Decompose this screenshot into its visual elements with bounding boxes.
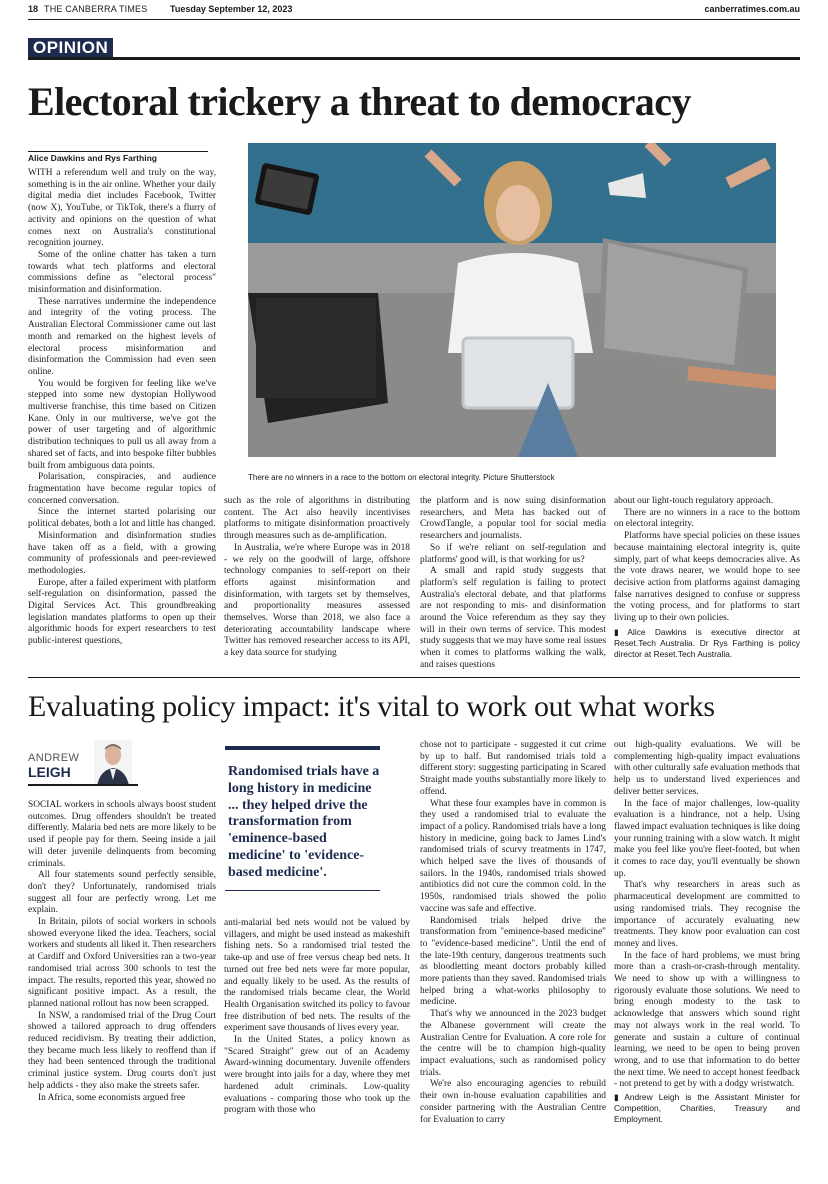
paragraph: Europe, after a failed experiment with platform self-regulation on disinformation, passed the Digital Services Act. This groundbreaking legislation mandates platforms to open up their algorithmic hoods for expert researchers to test public-interest questions, — [28, 577, 216, 647]
publication-name: THE CANBERRA TIMES — [44, 4, 148, 14]
article2-bio: ▮ Andrew Leigh is the Assistant Minister for Competition, Charities, Treasury and Employment. — [614, 1092, 800, 1125]
article2-col2 — [224, 918, 410, 1117]
article1-col4 — [614, 496, 800, 660]
author-photo — [94, 740, 132, 786]
section-rule — [28, 57, 800, 60]
paragraph: Misinformation and disinformation studies have taken off as a field, with a growing community of professionals and peer-reviewed methodologies. — [28, 530, 216, 576]
paragraph: In Britain, pilots of social workers in schools showed everyone liked the idea. Teachers, social workers and students all liked it. Then researchers at Cardiff and Oxford Universities ran a two-year randomised trial across 300 schools to test the impact. The results, reported this year, showed no significant positive impact. As a result, the planned national rollout has now been scrapped. — [28, 917, 216, 1009]
paragraph: Since the internet started polarising our political debates, both a lot and little has changed. — [28, 507, 216, 530]
issue-date: Tuesday September 12, 2023 — [170, 4, 293, 14]
section-badge: OPINION — [28, 38, 113, 57]
paragraph: about our light-touch regulatory approach. — [614, 496, 774, 506]
paragraph: A small and rapid study suggests that platform's self regulation is failing to protect Australia's electoral debate, and that platforms are not responding to mis- and disinformation around the Voice referendum as they say they will in their own terms of service. This modest study suggests that we may have some real issues when it comes to platforms walking the walk, and raises questions — [420, 566, 606, 670]
paragraph: In the face of major challenges, low-quality evaluation is a hindrance, not a help. Using flawed impact evaluation techniques is like doing your running training with a slow watch. It might make you feel like you're fleet-footed, but when it comes to race day, you'll eventually be shown up. — [614, 798, 800, 879]
author-first-name: ANDREW — [28, 752, 80, 764]
paragraph: That's why researchers in areas such as pharmaceutical development are committed to using randomised trials. They recognise the importance of accurately evaluating new treatments. They know poor evaluation can cost money and lives. — [614, 880, 800, 949]
paragraph: Polarisation, conspiracies, and audience fragmentation have become regular topics of concerned conversation. — [28, 472, 216, 506]
paragraph: What these four examples have in common is they used a randomised trial to evaluate the impact of a policy. Randomised trials have a long history in medicine, going back to James Lind's randomised trials of scurvy treatments in 1747, which helped save the lives of thousands of sailors. In the 1940s, randomised trials showed antibiotics did not cure the common cold. In the 1950s, randomised trials showed the polio vaccine was safe and effective. — [420, 798, 606, 914]
author-rule — [28, 784, 138, 786]
paragraph: You would be forgiven for feeling like we've stepped into some new dystopian Hollywood multiverse franchise, this time based on Citizen Kane. Only in our multiverse, we've got the power of user targeting and of algorithmic distribution techniques to pull us all away from a shared set of facts, and into bespoke filter bubbles built from ambiguous data points. — [28, 378, 216, 471]
paragraph: We're also encouraging agencies to rebuild their own in-house evaluation capabilities and consider partnering with the Australian Centre for Evaluation to carry — [420, 1079, 606, 1125]
article1-bio: ▮ Alice Dawkins is executive director at Reset.Tech Australia. Dr Rys Farthing is policy director at Reset.Tech Australia. — [614, 626, 800, 659]
author-headshot — [94, 740, 132, 786]
paragraph: such as the role of algorithms in distributing content. The Act also heavily incentivises platforms to mitigate disinformation proactively through measures such as de-amplification. — [224, 496, 410, 542]
paragraph: out high-quality evaluations. We will be complementing high-quality impact evaluations with other culturally safe evaluation methods that help us to understand lived experiences and deliver better services. — [614, 740, 800, 797]
article2-col3 — [420, 740, 606, 1126]
article1-photo — [248, 143, 776, 457]
paragraph: In the United States, a policy known as "Scared Straight" grew out of an Academy Award-winning documentary. Juvenile offenders were brought into jails for a day, where they met hardened adult criminals. Low-quality evaluations - comparing those who took up the program with those who — [224, 1035, 410, 1116]
article2-col4 — [614, 740, 800, 1125]
paragraph: Some of the online chatter has taken a turn towards what tech platforms and electoral commissions define as "electoral process" misinformation and disinformation. — [28, 249, 216, 296]
article1-byline: Alice Dawkins and Rys Farthing — [28, 151, 208, 163]
photo-illustration — [248, 143, 776, 457]
paragraph: In Australia, we're where Europe was in 2018 - we rely on the goodwill of large, offshore technology companies to self-report on their efforts against misinformation and disinformation, with targets set by themselves, and proportionality measures assessed themselves. Worse than 2018, we also face a deteriorating accountability landscape where Twitter has removed researcher access to its API, a key data source for studying — [224, 542, 410, 659]
article2-col1 — [28, 800, 216, 1104]
paragraph: chose not to participate - suggested it cut crime by up to half. But randomised trials told a different story: suggesting participating in Scared Straight made youths substantially more likely to offend. — [420, 740, 606, 797]
paragraph: In NSW, a randomised trial of the Drug Court showed a tailored approach to drug offenders reduced recidivism. By treating their addiction, they became much less likely to reoffend than if they had been sentenced through the traditional criminal justice system. Drug courts don't just help addicts - they also make the streets safer. — [28, 1010, 216, 1091]
page-number: 18 — [28, 4, 39, 14]
masthead — [28, 4, 800, 18]
article1-col1 — [28, 168, 216, 648]
paragraph: So if we're reliant on self-regulation and platforms' good will, is that working for us? — [420, 542, 606, 565]
paragraph: These narratives undermine the independence and integrity of the voting process. The Australian Electoral Commissioner came out last month and remarked on the highest levels of electoral process misinformation and disinformation the Commission had even seen online. — [28, 296, 216, 377]
paragraph: the platform and is now suing disinformation researchers, and Meta has backed out of CrowdTangle, a popular tool for social media researchers and journalists. — [420, 496, 606, 542]
site-url: canberratimes.com.au — [704, 4, 800, 14]
paragraph: SOCIAL workers in schools always boost student outcomes. Drug offenders shouldn't be treated differently. Malaria bed nets are more likely to be used if people pay for them. Seeing inside a jail will deter juvenile delinquents from becoming criminals. — [28, 800, 216, 869]
article1-headline: Electoral trickery a threat to democracy — [28, 79, 691, 124]
paragraph: That's why we announced in the 2023 budget the Albanese government will create the Australian Centre for Evaluation. A core role for the centre will be to champion high-quality impact evaluations, such as randomised policy trials. — [420, 1009, 606, 1078]
paragraph: In the face of hard problems, we must bring more than a crash-or-crash-through mentality. We need to show up with a willingness to rigorously evaluate those solutions. We need to bring enough modesty to the task to acknowledge that answers which sound right may not always work in the real world. To generate and sustain a culture of continual learning, we need to be open to being proven wrong, and to use that information to do better the next time. We need to accept honest feedback - not pretend to get by with a dodgy wristwatch. — [614, 950, 800, 1090]
paragraph: In Africa, some economists argued free — [38, 1092, 186, 1103]
pull-quote — [225, 746, 380, 891]
article2-headline: Evaluating policy impact: it's vital to work out what works — [28, 690, 715, 723]
article-divider — [28, 677, 800, 678]
article1-col3 — [420, 496, 606, 672]
article1-col2 — [224, 496, 410, 660]
pull-quote-text: Randomised trials have a long history in medicine ... they helped drive the transformation from 'eminence-based medicine' to 'evidence-based medicine'. — [228, 764, 380, 880]
paragraph: Platforms have special policies on these issues because maintaining electoral integrity is, quite simply, part of what keeps democracies alive. As the vote draws nearer, we would hope to see decisive action from platforms against damaging false narratives designed to confuse or suppress the voting process, and for platforms to start living up to their own policies. — [614, 531, 800, 624]
author-last-name: LEIGH — [28, 764, 71, 780]
paragraph: All four statements sound perfectly sensible, don't they? Unfortunately, randomised trials suggest all four are perfectly wrong. Let me explain. — [28, 870, 216, 916]
masthead-rule — [28, 19, 800, 20]
article1-caption: There are no winners in a race to the bottom on electoral integrity. Picture Shutterstock — [248, 473, 555, 482]
paragraph: Randomised trials helped drive the transformation from "eminence-based medicine" to "evidence-based medicine". Until the end of the late-19th century, dangerous treatments such as bloodletting meant doctors probably killed more patients than they saved. Randomised trials helped bring a what-works philosophy to medicine. — [420, 915, 606, 1008]
paragraph: There are no winners in a race to the bottom on electoral integrity. — [614, 507, 800, 530]
paragraph: WITH a referendum well and truly on the way, something is in the air online. Whether your daily digital media diet includes Facebook, Twitter (now X), YouTube, or TikTok, there's a flurry of activity and opinions on the question of what comes next on Australia's constitutional recognition journey. — [28, 168, 216, 249]
paragraph: anti-malarial bed nets would not be valued by villagers, and might be used instead as makeshift fishing nets. So a randomised trial tested the take-up and use of free versus cheap bed nets. It turned out free bed nets were far more popular, and equally likely to be used. As the results of the randomised trials became clear, the World Health Organisation switched its policy to favour free distribution of bed nets. The results of the experiment save thousands of lives every year. — [224, 918, 410, 1034]
